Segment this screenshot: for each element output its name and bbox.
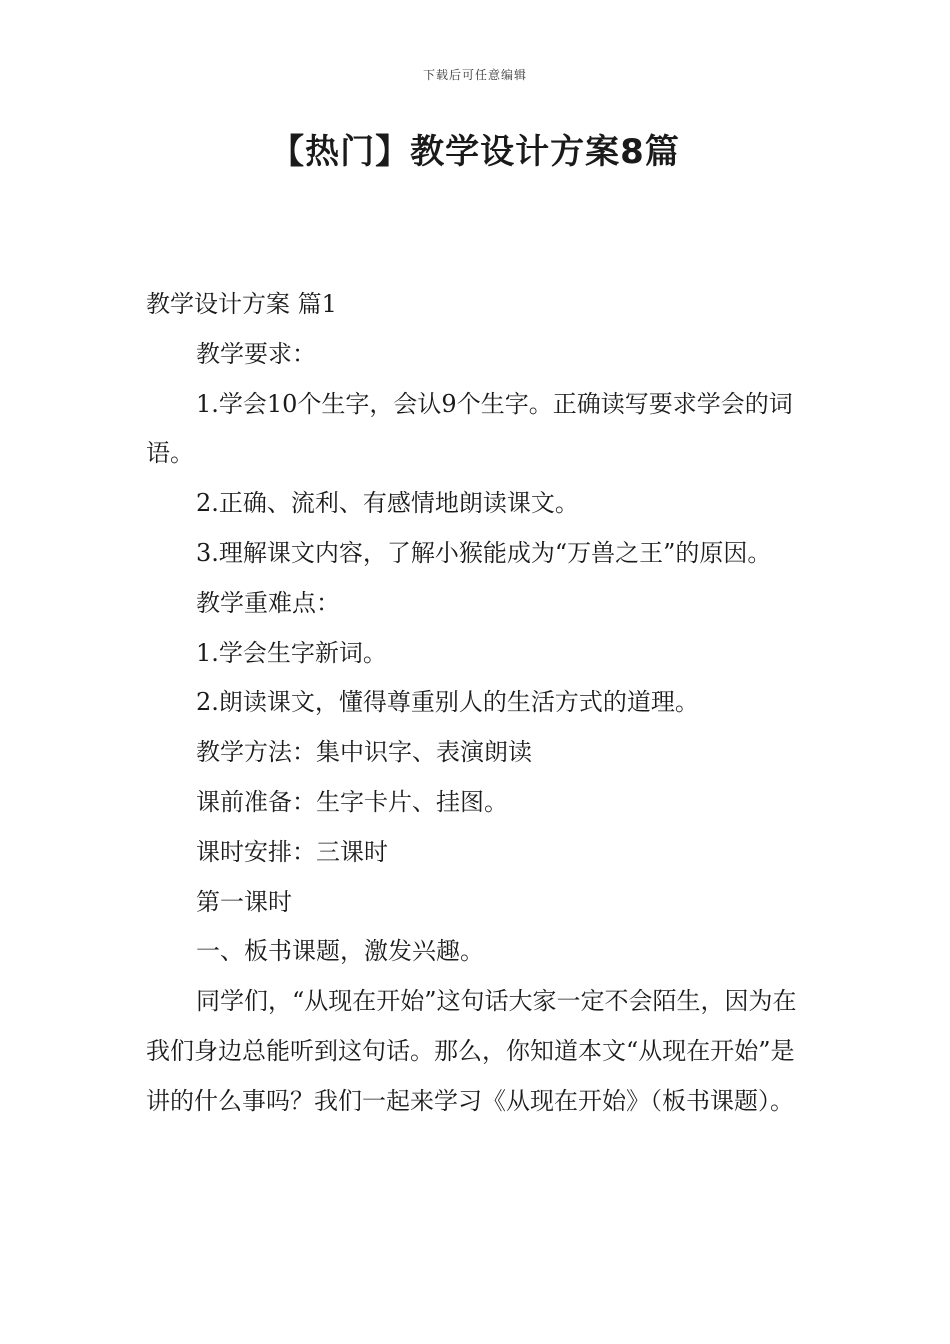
paragraph: 教学重难点： (196, 588, 340, 617)
paragraph: 一、板书课题，激发兴趣。 (196, 937, 484, 966)
document-body (146, 280, 808, 1127)
paragraph: 教学要求： (196, 339, 316, 368)
paragraph: 2.朗读课文，懂得尊重别人的生活方式的道理。 (196, 688, 699, 717)
header-note: 下载后可任意编辑 (422, 68, 527, 82)
paragraph: 3.理解课文内容，了解小猴能成为“万兽之王”的原因。 (196, 538, 772, 567)
paragraph: 2.正确、流利、有感情地朗读课文。 (196, 489, 579, 518)
paragraph: 同学们，“从现在开始”这句话大家一定不会陌生，因为在我们身边总能听到这句话。那么，你知道本文“从现在开始”是讲的什么事吗？我们一起来学习《从现在开始》（板书课题）。 (146, 987, 797, 1115)
paragraph: 第一课时 (196, 887, 292, 916)
document-title: 【热门】教学设计方案8篇 (270, 132, 680, 172)
paragraph: 1.学会生字新词。 (196, 638, 387, 667)
paragraph: 课前准备：生字卡片、挂图。 (196, 787, 508, 816)
paragraph: 教学设计方案 篇1 (146, 290, 337, 318)
paragraph: 1.学会10个生字，会认9个生字。正确读写要求学会的词语。 (146, 389, 793, 468)
paragraph: 教学方法：集中识字、表演朗读 (196, 738, 532, 767)
paragraph: 课时安排：三课时 (196, 837, 388, 866)
